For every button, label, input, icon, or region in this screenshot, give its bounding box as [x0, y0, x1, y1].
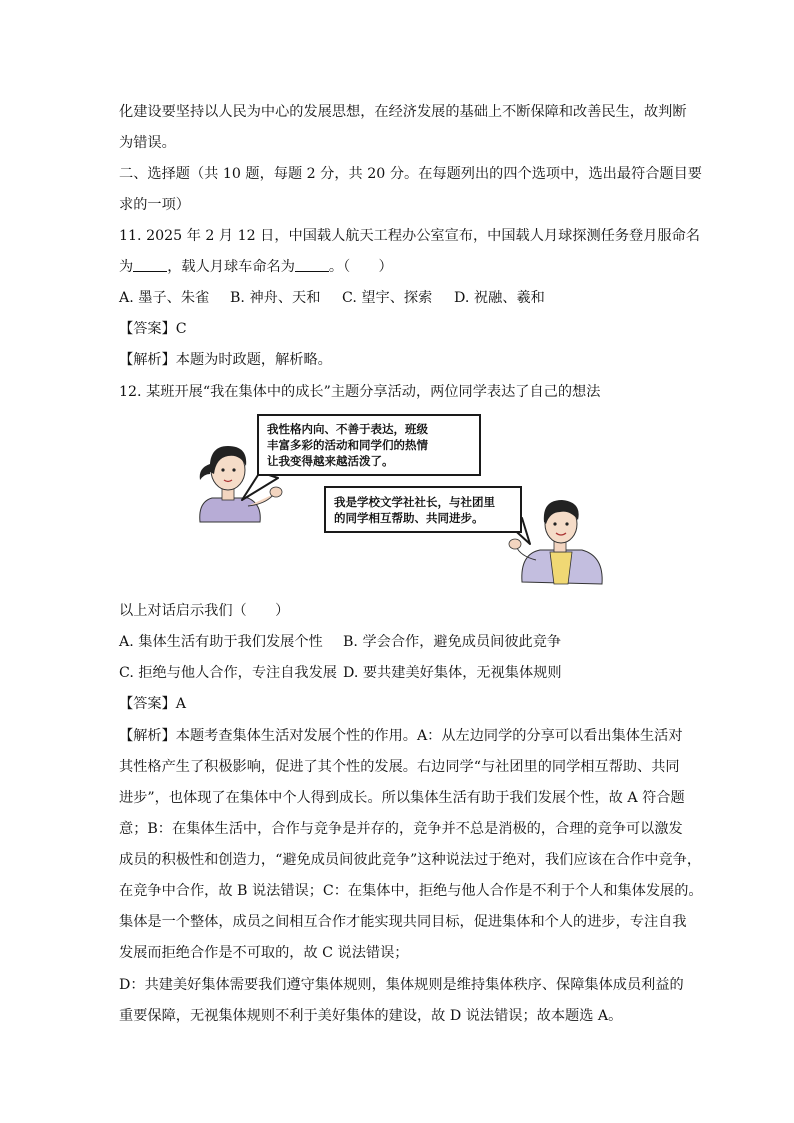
stem-text: 为 — [119, 259, 134, 275]
speech-bubble-girl — [257, 414, 481, 476]
analysis-line: 发展而拒绝合作是不可取的，故 C 说法错误； — [119, 945, 409, 961]
paragraph-line: 化建设要坚持以人民为中心的发展思想，在经济发展的基础上不断保障和改善民生，故判断 — [119, 104, 687, 120]
bubble-line: 我性格内向、不善于表达，班级 — [267, 422, 428, 436]
analysis-text: 【解析】本题为时政题，解析略。 — [119, 352, 332, 368]
analysis-line: 在竞争中合作，故 B 说法错误；C：在集体中，拒绝与他人合作是不利于个人和集体发展的。 — [119, 883, 703, 899]
bubble-line: 的同学相互帮助、共同进步。 — [334, 511, 484, 525]
question-12-prompt: 以上对话启示我们（ ） — [119, 603, 290, 619]
bubble-line: 丰富多彩的活动和同学们的热情 — [267, 438, 428, 452]
stem-text: 。（ ） — [328, 259, 393, 275]
analysis-line: 集体是一个整体，成员之间相互合作才能实现共同目标，促进集体和个人的进步，专注自我 — [119, 914, 687, 930]
option-b: B. 学会合作，避免成员间彼此竞争 — [343, 634, 562, 650]
section-heading: 二、选择题（共 10 题，每题 2 分，共 20 分。在每题列出的四个选项中，选出最符合题目要 — [119, 166, 702, 182]
option-d: D. 祝融、羲和 — [454, 290, 545, 306]
stem-text: ，载人月球车命名为 — [167, 259, 295, 275]
option-b: B. 神舟、天和 — [230, 290, 321, 306]
answer-blank — [133, 257, 167, 272]
answer-blank — [295, 257, 329, 272]
analysis-line: 意；B：在集体生活中，合作与竞争是并存的，竞争并不总是消极的，合理的竞争可以激发 — [119, 821, 683, 837]
boy-figure — [509, 500, 602, 584]
bubble-line: 我是学校文学社社长，与社团里 — [334, 495, 495, 509]
answer-label: 【答案】C — [119, 321, 187, 337]
question-11-stem-line2 — [119, 257, 699, 277]
section-heading: 求的一项） — [119, 197, 190, 213]
option-d: D. 要共建美好集体，无视集体规则 — [343, 665, 562, 681]
paragraph-line: 为错误。 — [119, 135, 176, 151]
dialogue-illustration — [190, 414, 615, 590]
speech-bubble-boy — [324, 486, 522, 533]
analysis-line: 【解析】本题考查集体生活对发展个性的作用。A：从左边同学的分享可以看出集体生活对 — [119, 728, 683, 744]
question-12-stem: 12. 某班开展“我在集体中的成长”主题分享活动，两位同学表达了自己的想法 — [119, 384, 601, 400]
answer-label: 【答案】A — [119, 696, 186, 712]
option-c: C. 望宇、探索 — [342, 290, 433, 306]
option-a: A. 集体生活有助于我们发展个性 — [119, 634, 323, 650]
analysis-line: 成员的积极性和创造力，“避免成员间彼此竞争”这种说法过于绝对，我们应该在合作中竞争， — [119, 852, 702, 868]
question-11-options — [119, 288, 699, 308]
option-a: A. 墨子、朱雀 — [119, 290, 210, 306]
question-12-options — [119, 632, 699, 652]
analysis-line: 其性格产生了积极影响，促进了其个性的发展。右边同学“与社团里的同学相互帮助、共同 — [119, 759, 680, 775]
analysis-line: D：共建美好集体需要我们遵守集体规则，集体规则是维持集体秩序、保障集体成员利益的 — [119, 977, 684, 993]
bubble-line: 让我变得越来越活泼了。 — [267, 454, 394, 468]
question-11-stem: 11. 2025 年 2 月 12 日，中国载人航天工程办公室宣布，中国载人月球探测任务登月服命名 — [119, 228, 700, 244]
analysis-line: 进步”，也体现了在集体中个人得到成长。所以集体生活有助于我们发展个性，故 A 符合题 — [119, 790, 685, 806]
question-12-options — [119, 663, 699, 683]
option-c: C. 拒绝与他人合作，专注自我发展 — [119, 665, 337, 681]
analysis-line: 重要保障，无视集体规则不利于美好集体的建设，故 D 说法错误；故本题选 A。 — [119, 1008, 623, 1024]
